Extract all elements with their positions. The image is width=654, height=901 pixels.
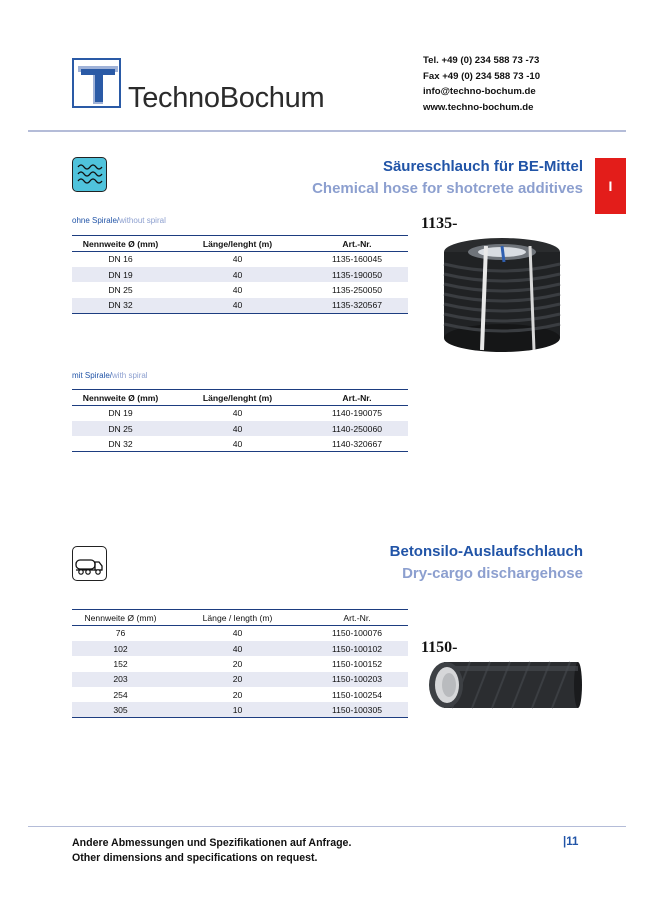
cell-length: 40 [169,421,306,436]
table2-caption-en: with spiral [112,371,148,380]
table-row [72,421,408,436]
cell-diameter: 102 [72,641,169,656]
table-header-row [72,236,408,252]
cell-diameter: DN 19 [72,267,169,282]
logo-mark [72,58,121,108]
table-row [72,406,408,421]
cell-diameter: DN 19 [108,408,133,419]
acid-hose-icon [72,157,107,192]
cell-article: 1140-320667 [306,436,408,451]
col-header-length: Länge/lenght (m) [169,390,306,406]
section1-article-prefix: 1135- [421,215,458,232]
col-header-diameter: Nennweite Ø (mm) [72,236,169,252]
cell-article: 1135-320567 [306,298,408,313]
cell-article: 1150-100203 [306,672,408,687]
cell-length: 20 [232,689,243,700]
table2-caption-de: mit Spirale/ [72,371,113,380]
cell-length: 10 [169,702,306,717]
logo-t-icon [78,66,118,104]
silo-truck-icon [72,546,107,581]
cell-length: 40 [232,628,243,639]
footer-divider [28,826,626,827]
table-header-row [72,390,408,406]
table-header-row [72,610,408,626]
table-with-spiral [72,389,408,452]
cell-length: 40 [232,408,243,419]
contact-block [423,53,540,115]
section2-title-de: Betonsilo-Auslaufschlauch [389,543,583,560]
col-header-article: Art.-Nr. [306,236,408,252]
col-header-diameter: Nennweite Ø (mm) [72,610,169,626]
cell-length: 40 [232,254,243,265]
header-divider [28,130,626,132]
section1-title-en: Chemical hose for shotcrete additives [312,180,583,197]
table1-caption-en: without spiral [119,216,166,225]
cell-diameter: DN 16 [108,254,133,265]
cell-diameter: 203 [72,672,169,687]
table1-caption-de: ohne Spirale/ [72,216,120,225]
page-number: |11 [563,836,579,848]
section1-title-de: Säureschlauch für BE-Mittel [382,158,583,175]
contact-fax: Fax +49 (0) 234 588 73 -10 [423,70,541,82]
cell-article: 1150-100254 [331,689,383,700]
cell-article: 1140-190075 [331,408,383,419]
cell-article: 1150-100152 [331,658,383,669]
cell-article: 1150-100076 [331,628,383,639]
contact-website[interactable]: www.techno-bochum.de [423,101,534,113]
table-row [72,656,408,671]
table-row [72,687,408,702]
cell-article: 1140-250060 [306,421,408,436]
cell-diameter: 76 [115,628,126,639]
col-header-length: Länge/lenght (m) [169,236,306,252]
footer-note-en: Other dimensions and specifications on request. [72,852,318,865]
table2-caption [72,371,148,380]
table-without-spiral [72,235,408,314]
cell-article: 1150-100305 [306,702,408,717]
cell-diameter: DN 25 [72,421,169,436]
table-row [72,282,408,297]
table-row [72,436,408,451]
cell-diameter: DN 32 [72,436,169,451]
cell-length: 40 [169,436,306,451]
cell-length: 40 [169,641,306,656]
contact-email[interactable]: info@techno-bochum.de [423,86,536,98]
cell-length: 20 [232,658,243,669]
table-dry-cargo-hose [72,609,408,718]
cell-article: 1135-250050 [331,284,383,295]
table-row [72,641,408,656]
col-header-length: Länge / length (m) [169,610,306,626]
table1-caption [72,216,166,225]
chapter-tab: I [595,158,626,214]
table-row [72,626,408,641]
cell-diameter: DN 25 [108,284,133,295]
footer-note [72,836,351,867]
table-row [72,267,408,282]
footer-note-de: Andere Abmessungen und Spezifikationen auf Anfrage. [72,837,352,849]
section2-title-en: Dry-cargo dischargehose [402,565,583,582]
cell-article: 1135-160045 [331,254,383,265]
cell-diameter: DN 32 [72,298,169,313]
straight-hose-photo [422,656,582,714]
col-header-article: Art.-Nr. [306,610,408,626]
col-header-diameter: Nennweite Ø (mm) [72,390,169,406]
cell-length: 40 [169,267,306,282]
cell-length: 20 [169,672,306,687]
cell-length: 40 [232,284,243,295]
contact-phone: Tel. +49 (0) 234 588 73 -73 [423,55,540,66]
coiled-hose-photo [422,232,582,360]
table-row [72,252,408,267]
section2-article-prefix: 1150- [421,639,458,656]
brand-name: TechnoBochum [128,82,325,114]
cell-article: 1150-100102 [306,641,408,656]
cell-length: 40 [169,298,306,313]
cell-diameter: 254 [113,689,128,700]
table-row [72,702,408,717]
cell-diameter: 305 [72,702,169,717]
table-row [72,298,408,313]
cell-article: 1135-190050 [306,267,408,282]
col-header-article: Art.-Nr. [306,390,408,406]
cell-diameter: 152 [113,658,128,669]
table-row [72,672,408,687]
